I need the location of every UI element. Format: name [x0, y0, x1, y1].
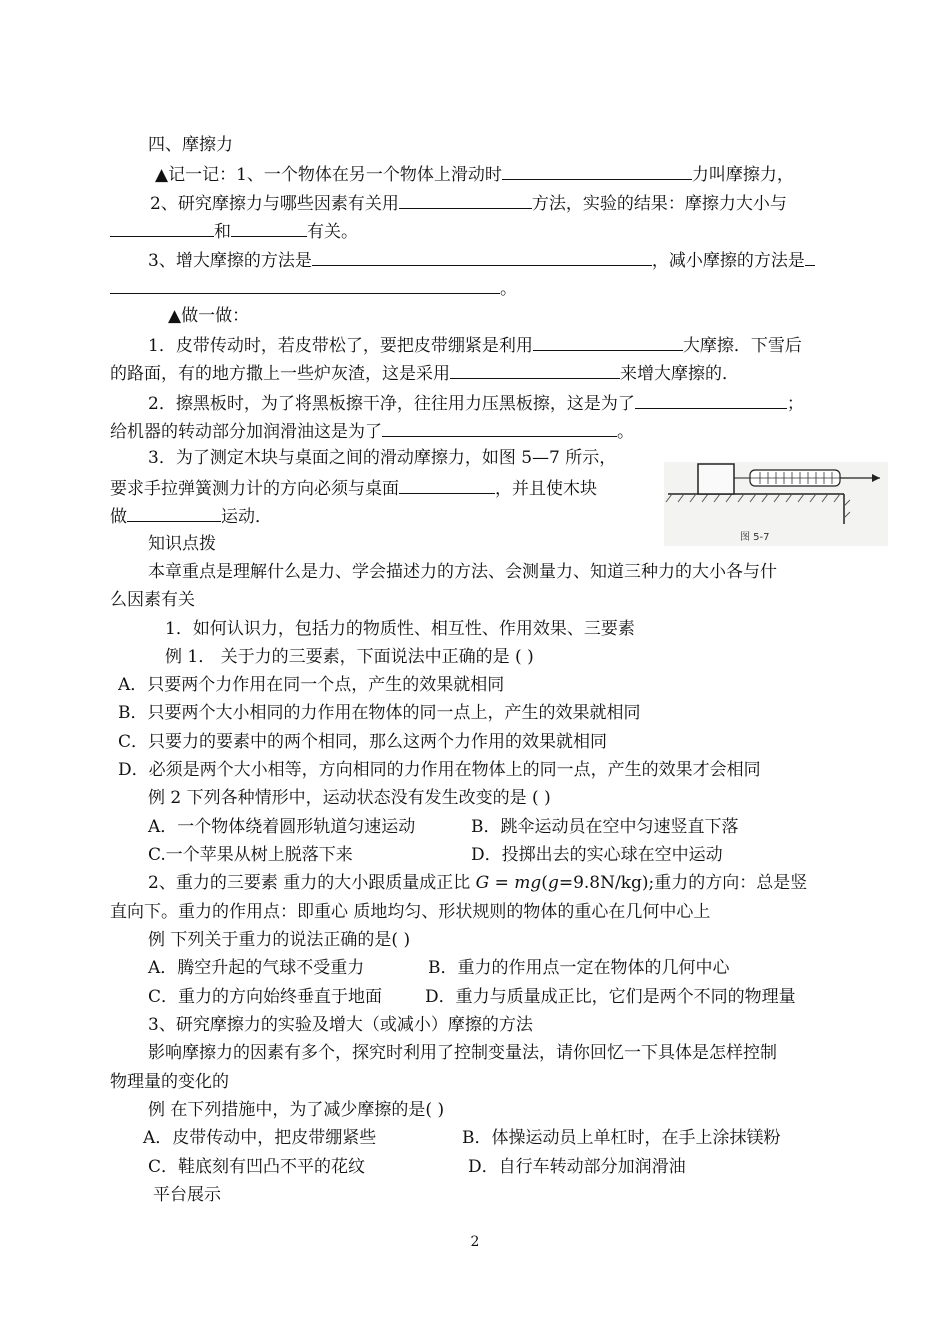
- knowledge-intro-2: 么因素有关: [110, 590, 195, 610]
- platform-title: 平台展示: [153, 1185, 221, 1205]
- figure-5-7: [664, 462, 888, 546]
- example-2-option-d: D．投掷出去的实心球在空中运动: [471, 845, 723, 865]
- point-1: 1．如何认识力，包括力的物质性、相互性、作用效果、三要素: [165, 619, 635, 639]
- blank[interactable]: [110, 219, 214, 237]
- blank[interactable]: [399, 476, 495, 494]
- practice-title: ▲做一做：: [168, 306, 250, 326]
- example-2-option-c: C.一个苹果从树上脱落下来: [148, 845, 353, 865]
- remember-line-1: ▲记一记：1、一个物体在另一个物体上滑动时 力叫摩擦力，: [155, 162, 794, 186]
- blank[interactable]: [231, 219, 307, 237]
- example-4: 例 在下列措施中，为了减少摩擦的是( ): [148, 1100, 445, 1120]
- figure-caption: 图 5-7: [740, 532, 770, 543]
- example-4-option-b: B．体操运动员上单杠时，在手上涂抹镁粉: [462, 1128, 781, 1148]
- point-3: 3、研究摩擦力的实验及增大（或减小）摩擦的方法: [148, 1015, 533, 1035]
- blank[interactable]: [312, 248, 652, 266]
- blank[interactable]: [635, 391, 787, 409]
- section-title: 四、摩擦力: [148, 135, 233, 155]
- example-1-option-b: B．只要两个大小相同的力作用在物体的同一点上，产生的效果就相同: [118, 703, 641, 723]
- page-number: 2: [470, 1234, 480, 1250]
- practice-q3-line1: 3．为了测定木块与桌面之间的滑动摩擦力，如图 5—7 所示，: [148, 448, 617, 468]
- remember-line-5: 。: [110, 276, 517, 300]
- example-1-option-c: C．只要力的要素中的两个相同，那么这两个力作用的效果就相同: [118, 732, 608, 752]
- example-4-option-c: C．鞋底刻有凹凸不平的花纹: [148, 1157, 366, 1177]
- example-1: 例 1． 关于力的三要素，下面说法中正确的是 ( ): [165, 647, 534, 667]
- example-2-option-a: A．一个物体绕着圆形轨道匀速运动: [148, 817, 416, 837]
- blank[interactable]: [110, 276, 500, 294]
- practice-q3-line3: 做 运动．: [110, 504, 272, 528]
- blank[interactable]: [533, 333, 683, 351]
- blank[interactable]: [399, 191, 532, 209]
- practice-q3-line2: 要求手拉弹簧测力计的方向必须与桌面 ，并且使木块: [110, 476, 597, 500]
- practice-q2-line2: 给机器的转动部分加润滑油这是为了 。: [110, 419, 634, 443]
- example-3-option-c: C．重力的方向始终垂直于地面: [148, 987, 383, 1007]
- blank[interactable]: [382, 419, 617, 437]
- example-3-option-d: D．重力与质量成正比，它们是两个不同的物理量: [425, 987, 796, 1007]
- example-3-option-b: B．重力的作用点一定在物体的几何中心: [428, 958, 730, 978]
- blank[interactable]: [127, 504, 221, 522]
- knowledge-intro-1: 本章重点是理解什么是力、学会描述力的方法、会测量力、知道三种力的大小各与什: [148, 562, 777, 582]
- point-2-line1: 2、重力的三要素 重力的大小跟质量成正比 G = mg(g=9.8N/kg);重力的方向：总是竖: [148, 873, 808, 893]
- practice-q1-line1: 1．皮带传动时，若皮带松了，要把皮带绷紧是利用 大摩擦．下雪后: [148, 333, 802, 357]
- example-2-option-b: B．跳伞运动员在空中匀速竖直下落: [471, 817, 739, 837]
- point-3-desc-2: 物理量的变化的: [110, 1072, 229, 1092]
- blank[interactable]: [450, 361, 620, 379]
- example-1-option-d: D．必须是两个大小相等，方向相同的力作用在物体上的同一点，产生的效果才会相同: [118, 760, 761, 780]
- remember-line-2: 2、研究摩擦力与哪些因素有关用 方法，实验的结果：摩擦力大小与: [150, 191, 787, 215]
- example-4-option-a: A．皮带传动中，把皮带绷紧些: [143, 1128, 377, 1148]
- example-2: 例 2 下列各种情形中，运动状态没有发生改变的是 ( ): [148, 788, 551, 808]
- remember-line-4: 3、增大摩擦的方法是 ，减小摩擦的方法是: [148, 248, 815, 272]
- blank[interactable]: [502, 162, 692, 180]
- example-4-option-d: D．自行车转动部分加润滑油: [468, 1157, 686, 1177]
- remember-line-3: 和 有关。: [110, 219, 358, 243]
- blank[interactable]: [805, 248, 815, 266]
- spring-scale-diagram: [664, 462, 888, 546]
- arrow-right-icon: [872, 474, 880, 482]
- point-2-line2: 直向下。重力的作用点：即重心 质地均匀、形状规则的物体的重心在几何中心上: [110, 902, 711, 922]
- knowledge-title: 知识点拨: [148, 534, 216, 554]
- point-3-desc-1: 影响摩擦力的因素有多个，探究时利用了控制变量法，请你回忆一下具体是怎样控制: [148, 1043, 777, 1063]
- practice-q2-line1: 2．擦黑板时，为了将黑板擦干净，往往用力压黑板擦，这是为了 ；: [148, 391, 804, 415]
- wooden-block: [698, 464, 734, 494]
- example-3-option-a: A．腾空升起的气球不受重力: [148, 958, 365, 978]
- example-1-option-a: A．只要两个力作用在同一个点，产生的效果就相同: [118, 675, 505, 695]
- example-3: 例 下列关于重力的说法正确的是( ): [148, 930, 411, 950]
- practice-q1-line2: 的路面，有的地方撒上一些炉灰渣，这是采用 来增大摩擦的．: [110, 361, 739, 385]
